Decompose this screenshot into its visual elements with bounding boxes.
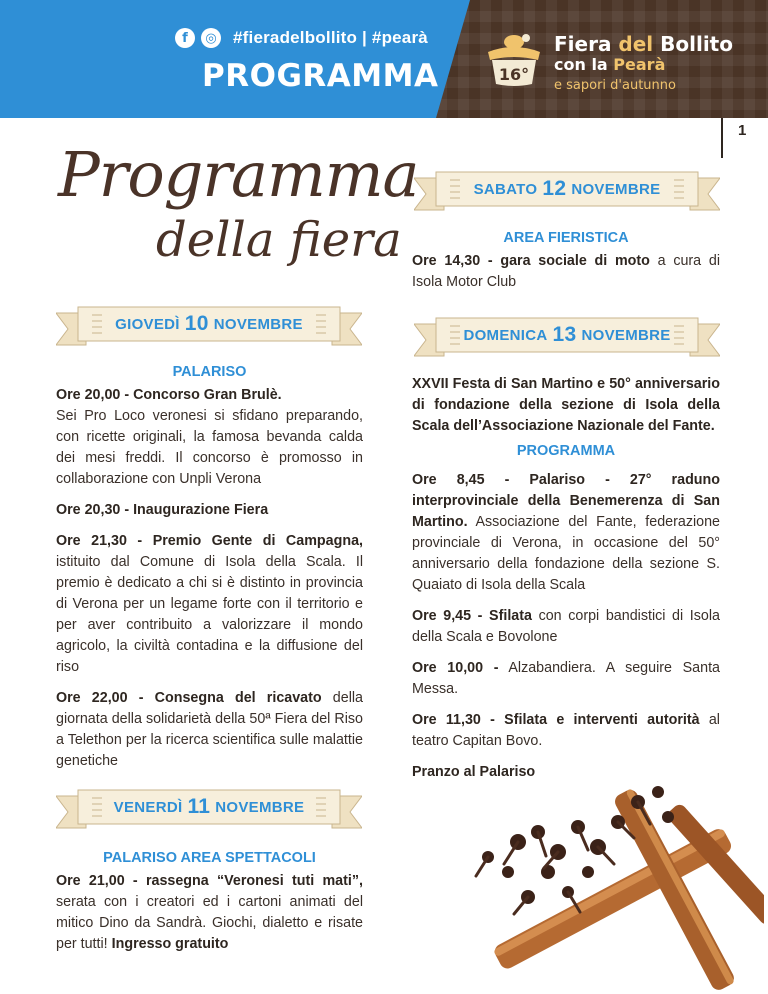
social-bar bbox=[175, 28, 428, 48]
day-number: 12 bbox=[542, 177, 567, 200]
event-time-title: Ore 21,00 - rassegna “Veronesi tuti mati”, bbox=[56, 873, 363, 889]
header-title: PROGRAMMA bbox=[202, 58, 439, 94]
venue-heading: PALARISO bbox=[172, 364, 247, 380]
sunday-intro bbox=[412, 374, 720, 437]
venue-heading: PALARISO AREA SPETTACOLI bbox=[103, 850, 316, 866]
page-number-rule bbox=[721, 118, 723, 158]
intro-text: XXVII Festa di San Martino e 50° anniversario di fondazione della sezione di Isola della Scala dell’Associazione Nazionale del Fante. bbox=[412, 376, 720, 434]
event-item bbox=[412, 251, 720, 293]
event-description: Alzabandiera. A seguire Santa Messa. bbox=[412, 660, 720, 697]
instagram-icon[interactable]: ◎ bbox=[201, 28, 221, 48]
pot-logo-icon bbox=[482, 30, 546, 88]
friday-section bbox=[56, 848, 363, 955]
page-number: 1 bbox=[738, 122, 747, 139]
day-label: VENERDÌ bbox=[113, 798, 183, 816]
saturday-section bbox=[412, 228, 720, 293]
event-item bbox=[412, 658, 720, 700]
event-time-title: Pranzo al Palariso bbox=[412, 764, 536, 780]
event-time-title: Ore 20,30 - Inaugurazione Fiera bbox=[56, 502, 269, 518]
logo-line-3: e sapori d'autunno bbox=[554, 78, 676, 93]
logo-line-2: con la Pearà bbox=[554, 55, 666, 74]
ribbon-sunday bbox=[414, 316, 720, 360]
event-item bbox=[56, 531, 363, 678]
ribbon-friday bbox=[56, 788, 362, 832]
day-month: NOVEMBRE bbox=[213, 315, 303, 333]
event-time-title: Ore 21,30 - Premio Gente di Campagna, bbox=[56, 533, 363, 549]
event-item bbox=[412, 606, 720, 648]
event-time-title: Ore 11,30 - Sfilata e interventi autorità bbox=[412, 712, 700, 728]
event-time-title: Ore 20,00 - Concorso Gran Brulè. bbox=[56, 387, 282, 403]
event-description: a cura di Isola Motor Club bbox=[412, 253, 720, 290]
day-month: NOVEMBRE bbox=[581, 326, 671, 344]
event-item bbox=[412, 470, 720, 596]
event-description: Sei Pro Loco veronesi si sfidano preparando, con ricette originali, la famosa bevanda calda dei mesi freddi. Il concorso è promosso in collaborazione con Unpli Verona bbox=[56, 408, 363, 487]
event-description: istituito dal Comune di Isola della Scala. Il premio è dedicato a chi si è distinto in provincia di Verona per un legame forte con il territorio e per aver contribuito a valorizzare il mondo agricolo, la civiltà contadina e la diffusione del riso bbox=[56, 554, 363, 675]
event-item bbox=[56, 688, 363, 772]
day-number: 10 bbox=[184, 312, 209, 335]
event-item bbox=[412, 710, 720, 752]
event-time-title: Ore 9,45 - Sfilata bbox=[412, 608, 532, 624]
logo-line-1: Fiera del Bollito bbox=[554, 32, 733, 56]
sunday-section bbox=[412, 374, 720, 783]
ribbon-saturday bbox=[414, 170, 720, 214]
event-time-title: Ore 22,00 - Consegna del ricavato bbox=[56, 690, 322, 706]
event-highlight: Ingresso gratuito bbox=[111, 936, 229, 952]
day-number: 13 bbox=[552, 323, 577, 346]
edition-badge: 16° bbox=[498, 65, 530, 84]
day-label: SABATO bbox=[473, 180, 538, 198]
page-title: Programma bbox=[58, 138, 419, 211]
event-time-title: Ore 10,00 - bbox=[412, 660, 499, 676]
ribbon-thursday bbox=[56, 305, 362, 349]
facebook-icon[interactable]: f bbox=[175, 28, 195, 48]
event-time-title: Ore 14,30 - gara sociale di moto bbox=[412, 253, 650, 269]
event-description: con corpi bandistici di Isola della Scala e Bovolone bbox=[412, 608, 720, 645]
hashtags: #fieradelbollito | #pearà bbox=[233, 28, 428, 47]
venue-heading: AREA FIERISTICA bbox=[503, 230, 629, 246]
event-description: Associazione del Fante, federazione provinciale di Verona, in occasione del 50° anniversario della fondazione della sezione S. Quaiato di Isola della Scala bbox=[412, 514, 720, 593]
venue-heading: PROGRAMMA bbox=[516, 443, 616, 459]
thursday-section bbox=[56, 362, 363, 772]
page-subtitle: della fiera bbox=[156, 212, 402, 268]
event-description: al teatro Capitan Bovo. bbox=[412, 712, 720, 749]
day-month: NOVEMBRE bbox=[215, 798, 305, 816]
day-month: NOVEMBRE bbox=[571, 180, 661, 198]
day-number: 11 bbox=[187, 795, 211, 818]
event-item bbox=[56, 500, 363, 521]
day-label: DOMENICA bbox=[463, 326, 548, 344]
event-item bbox=[56, 385, 363, 490]
cinnamon-cloves-image bbox=[418, 772, 764, 994]
event-item bbox=[56, 871, 363, 955]
event-description: della giornata della solidarietà della 50ª Fiera del Riso a Telethon per la ricerca scientifica sulle malattie genetiche bbox=[56, 690, 363, 769]
day-label: GIOVEDÌ bbox=[115, 315, 180, 333]
event-description: serata con i creatori ed i cartoni animati del mitico Dino da Sandrà. Giochi, dialetto e risate per tutti! bbox=[56, 894, 363, 952]
event-time-title: Ore 8,45 - Palariso - 27° raduno interprovinciale della Benemerenza di San Martino. bbox=[412, 472, 720, 530]
